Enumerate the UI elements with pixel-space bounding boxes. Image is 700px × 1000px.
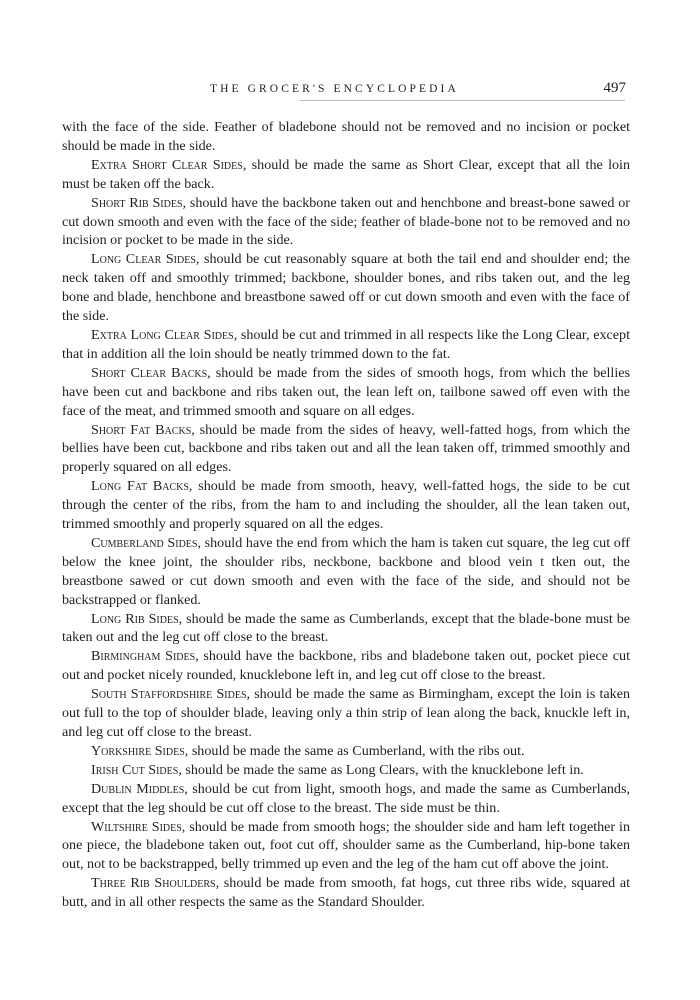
- paragraph-text: should be made from the sides of heavy, well-fatted hogs, from which the bellies have been cut, backbone and ribs taken out and all the lean taken off, trimmed smoothly and properly squared on all edges.: [62, 421, 630, 476]
- paragraph-text: should be made from smooth, fat hogs, cut three ribs wide, squared at butt, and in all other respects the same as the Standard Shoulder.: [62, 875, 630, 911]
- paragraph-yorkshire-sides: [62, 742, 630, 761]
- running-head: [0, 80, 700, 103]
- entry-term: Cumberland Sides,: [91, 534, 201, 551]
- entry-term: Short Clear Backs,: [91, 364, 211, 381]
- paragraph-text: should have the backbone taken out and henchbone and breast-bone sawed or cut down smooth and even with the face of the side; feather of blade-bone not to be removed and no incision or pocket to be made in the side.: [62, 194, 630, 249]
- paragraph-text: should be made from smooth, heavy, well-fatted hogs, the side to be cut through the center of the ribs, from the ham to and including the shoulder, all the lean taken out, trimmed smoothly and properly squared on all the edges.: [62, 478, 630, 533]
- paragraph-text: should be made from smooth hogs; the shoulder side and ham left together in one piece, the bladebone taken out, foot cut off, shoulder same as the Cumberland, hip-bone taken out, not to be backstrapped, belly trimmed up even and the leg of the ham cut off above the joint.: [62, 818, 630, 873]
- paragraph-three-rib-shoulders: [62, 874, 630, 912]
- paragraph-text: should have the backbone, ribs and bladebone taken out, pocket piece cut out and pocket nicely rounded, knucklebone left in, and leg cut off close to the breast.: [62, 648, 630, 684]
- paragraph-text: should be cut reasonably square at both the tail end and shoulder end; the neck taken off and smoothly trimmed; backbone, shoulder bones, and ribs taken out, and the leg bone and blade, henchbone and breastbone sawed off or cut down smooth and even with the face of the side.: [62, 251, 630, 325]
- entry-term: Long Clear Sides,: [91, 251, 200, 268]
- entry-term: Long Fat Backs,: [91, 478, 193, 495]
- page-number: 497: [603, 80, 626, 96]
- entry-term: Three Rib Shoulders,: [91, 875, 220, 892]
- paragraph-text: should have the end from which the ham is taken cut square, the leg cut off below the knee joint, the shoulder ribs, neckbone, backbone and blood vein t tken out, the breastbone sawed or cut down smooth and even with the face of the side, and should not be backstrapped or flanked.: [62, 534, 630, 608]
- paragraph-text: should be made the same as Short Clear, except that all the loin must be taken off the back.: [62, 156, 630, 192]
- entry-term: Extra Long Clear Sides,: [91, 326, 238, 343]
- paragraph-text: should be made the same as Long Clears, with the knucklebone left in.: [181, 761, 584, 778]
- paragraph-long-clear-sides: [62, 250, 630, 326]
- paragraph-continuation: [62, 118, 630, 156]
- paragraph-text: should be made the same as Cumberlands, except that the blade-bone must be taken out and the leg cut off close to the breast.: [62, 610, 630, 646]
- paragraph-short-clear-backs: [62, 364, 630, 421]
- paragraph-dublin-middles: [62, 780, 630, 818]
- entry-term: Wiltshire Sides,: [91, 818, 186, 835]
- paragraph-long-rib-sides: [62, 610, 630, 648]
- entry-term: Extra Short Clear Sides,: [91, 156, 247, 173]
- paragraph-south-staffordshire-sides: [62, 685, 630, 742]
- paragraph-short-fat-backs: [62, 421, 630, 478]
- entry-term: Dublin Middles,: [91, 780, 188, 797]
- paragraph-extra-short-clear-sides: [62, 156, 630, 194]
- entry-term: Yorkshire Sides,: [91, 742, 189, 759]
- paragraph-text: should be made the same as Cumberland, with the ribs out.: [188, 742, 525, 759]
- entry-term: Short Fat Backs,: [91, 421, 195, 438]
- paragraph-birmingham-sides: [62, 647, 630, 685]
- paragraph-text: should be made from the sides of smooth hogs, from which the bellies have been cut and backbone and ribs taken out, the lean left on, tailbone sawed off even with the face of the meat, and trimmed smooth and square on all edges.: [62, 364, 630, 419]
- paragraph-wiltshire-sides: [62, 818, 630, 875]
- entry-term: Irish Cut Sides,: [91, 761, 182, 778]
- running-title: THE GROCER'S ENCYCLOPEDIA: [210, 83, 459, 95]
- paragraph-irish-cut-sides: [62, 761, 630, 780]
- entry-term: South Staffordshire Sides,: [91, 686, 251, 703]
- paragraph-text: with the face of the side. Feather of bladebone should not be removed and no incision or pocket should be made in the side.: [62, 119, 630, 154]
- paragraph-text: should be cut from light, smooth hogs, and made the same as Cumberlands, except that the leg should be cut off close to the breast. The side must be thin.: [62, 780, 630, 816]
- entry-term: Short Rib Sides,: [91, 194, 187, 211]
- header-rule: [300, 100, 625, 101]
- paragraph-extra-long-clear-sides: [62, 326, 630, 364]
- paragraph-cumberland-sides: [62, 534, 630, 610]
- paragraph-text: should be made the same as Birmingham, except the loin is taken out full to the top of shoulder blade, leaving only a thin strip of lean along the back, knuckle left in, and leg cut off close to the breast.: [62, 686, 630, 740]
- paragraph-text: should be cut and trimmed in all respects like the Long Clear, except that in addition all the loin should be neatly trimmed down to the fat.: [62, 326, 630, 362]
- body-text: [62, 118, 630, 912]
- entry-term: Birmingham Sides,: [91, 648, 199, 665]
- entry-term: Long Rib Sides,: [91, 610, 183, 627]
- paragraph-short-rib-sides: [62, 194, 630, 251]
- paragraph-long-fat-backs: [62, 477, 630, 534]
